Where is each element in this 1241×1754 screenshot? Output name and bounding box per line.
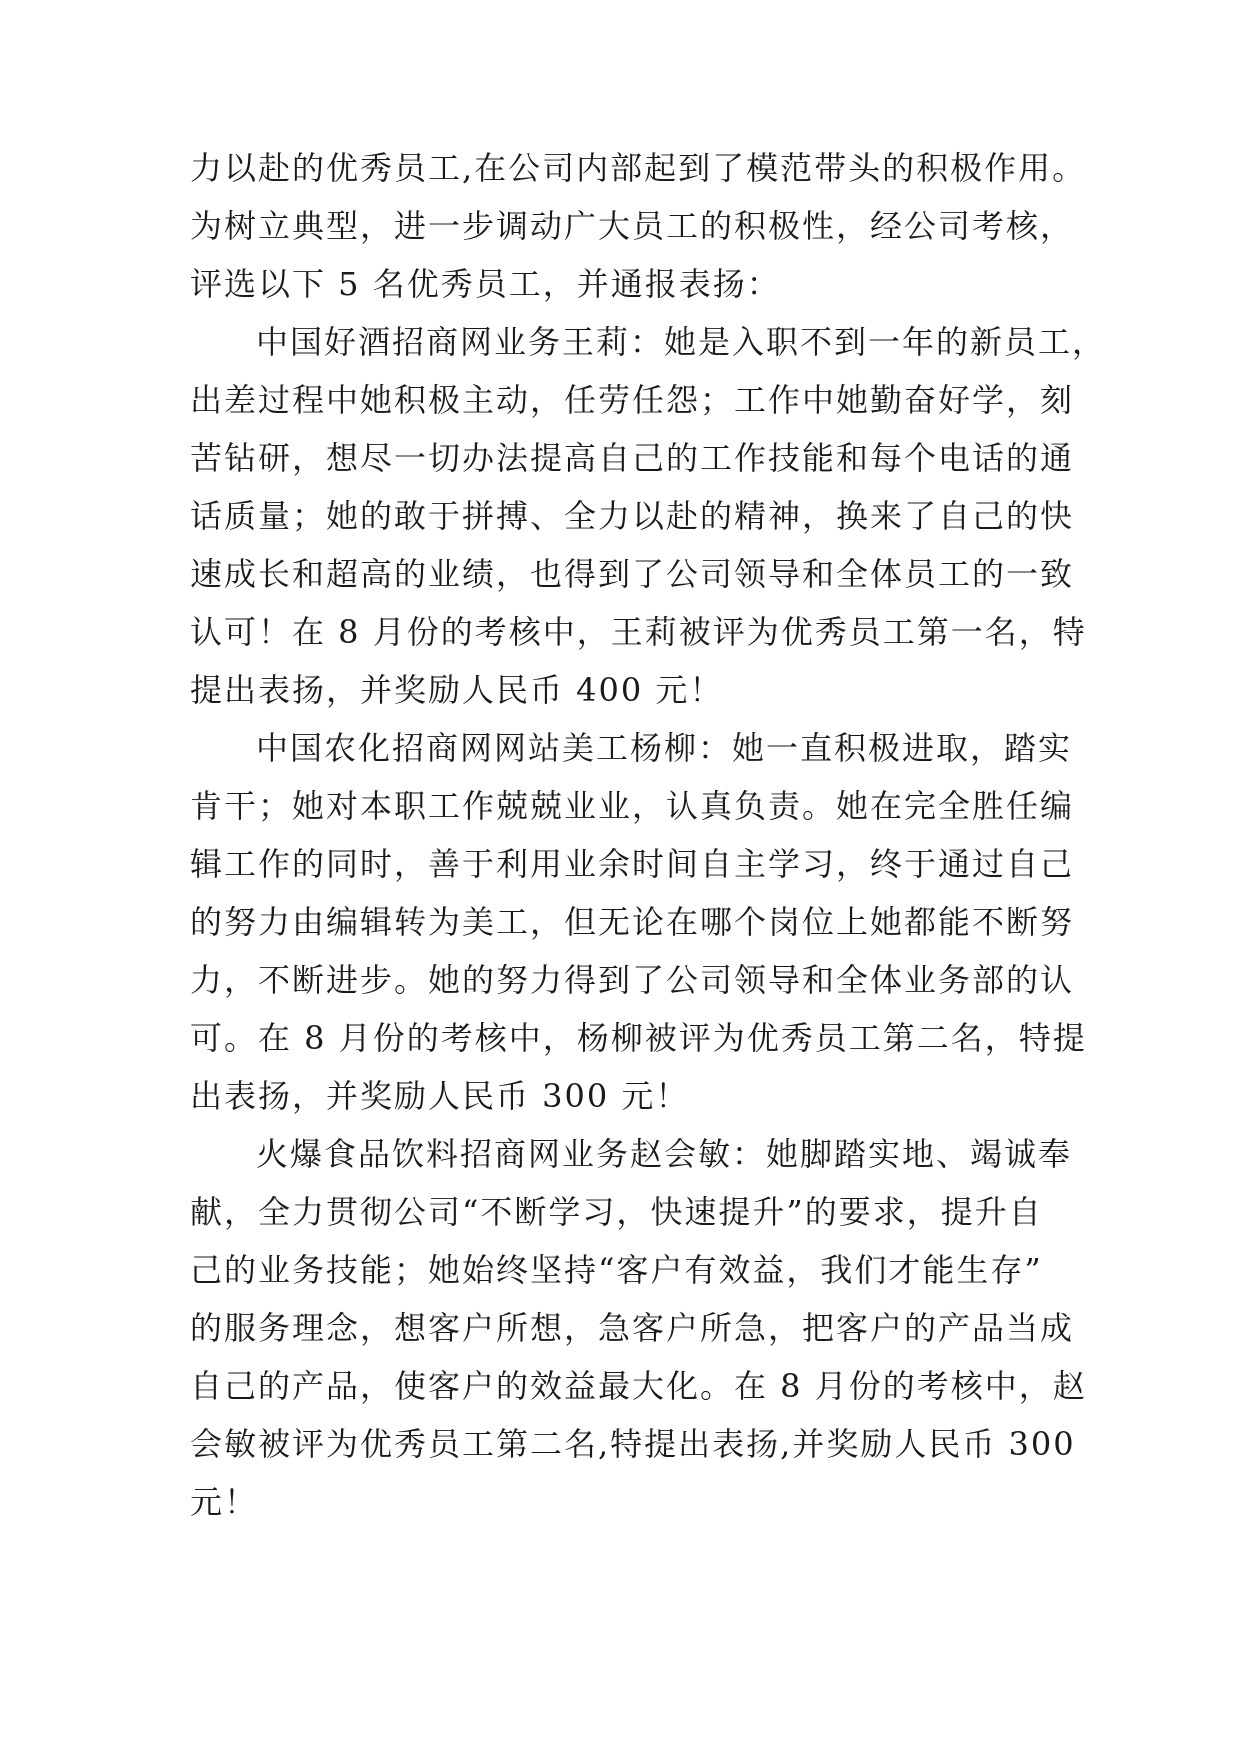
text-line: 己的业务技能；她始终坚持“客户有效益，我们才能生存” [190,1251,1043,1289]
text-line: 为树立典型，进一步调动广大员工的积极性，经公司考核， [190,207,1075,245]
text-line: 元！ [190,1483,259,1521]
text-line: 的努力由编辑转为美工，但无论在哪个岗位上她都能不断努 [190,903,1075,941]
text-line: 评选以下 5 名优秀员工，并通报表扬： [190,265,781,303]
paragraph-first-line: 中国好酒招商网业务王莉：她是入职不到一年的新员工， [256,323,1107,361]
text-line: 可。在 8 月份的考核中，杨柳被评为优秀员工第二名，特提 [190,1019,1087,1057]
text-line: 出表扬，并奖励人民币 300 元！ [190,1077,690,1115]
text-line: 力，不断进步。她的努力得到了公司领导和全体业务部的认 [190,961,1075,999]
text-line: 话质量；她的敢于拼搏、全力以赴的精神，换来了自己的快 [190,497,1075,535]
text-line: 提出表扬，并奖励人民币 400 元！ [190,671,724,709]
text-line: 的服务理念，想客户所想，急客户所急，把客户的产品当成 [190,1309,1075,1347]
text-line: 会敏被评为优秀员工第二名,特提出表扬,并奖励人民币 300 [190,1425,1076,1463]
paragraph-first-line: 火爆食品饮料招商网业务赵会敏：她脚踏实地、竭诚奉 [256,1135,1073,1173]
text-line: 出差过程中她积极主动，任劳任怨；工作中她勤奋好学，刻 [190,381,1075,419]
text-line: 认可！在 8 月份的考核中，王莉被评为优秀员工第一名，特 [190,613,1087,651]
text-line: 献，全力贯彻公司“不断学习，快速提升”的要求，提升自 [190,1193,1043,1231]
text-line: 辑工作的同时，善于利用业余时间自主学习，终于通过自己 [190,845,1075,883]
text-line: 力以赴的优秀员工,在公司内部起到了模范带头的积极作用。 [190,149,1087,187]
text-line: 速成长和超高的业绩，也得到了公司领导和全体员工的一致 [190,555,1075,593]
text-line: 苦钻研，想尽一切办法提高自己的工作技能和每个电话的通 [190,439,1075,477]
paragraph-first-line: 中国农化招商网网站美工杨柳：她一直积极进取，踏实 [256,729,1073,767]
text-line: 自己的产品，使客户的效益最大化。在 8 月份的考核中，赵 [190,1367,1087,1405]
text-line: 肯干；她对本职工作兢兢业业，认真负责。她在完全胜任编 [190,787,1075,825]
